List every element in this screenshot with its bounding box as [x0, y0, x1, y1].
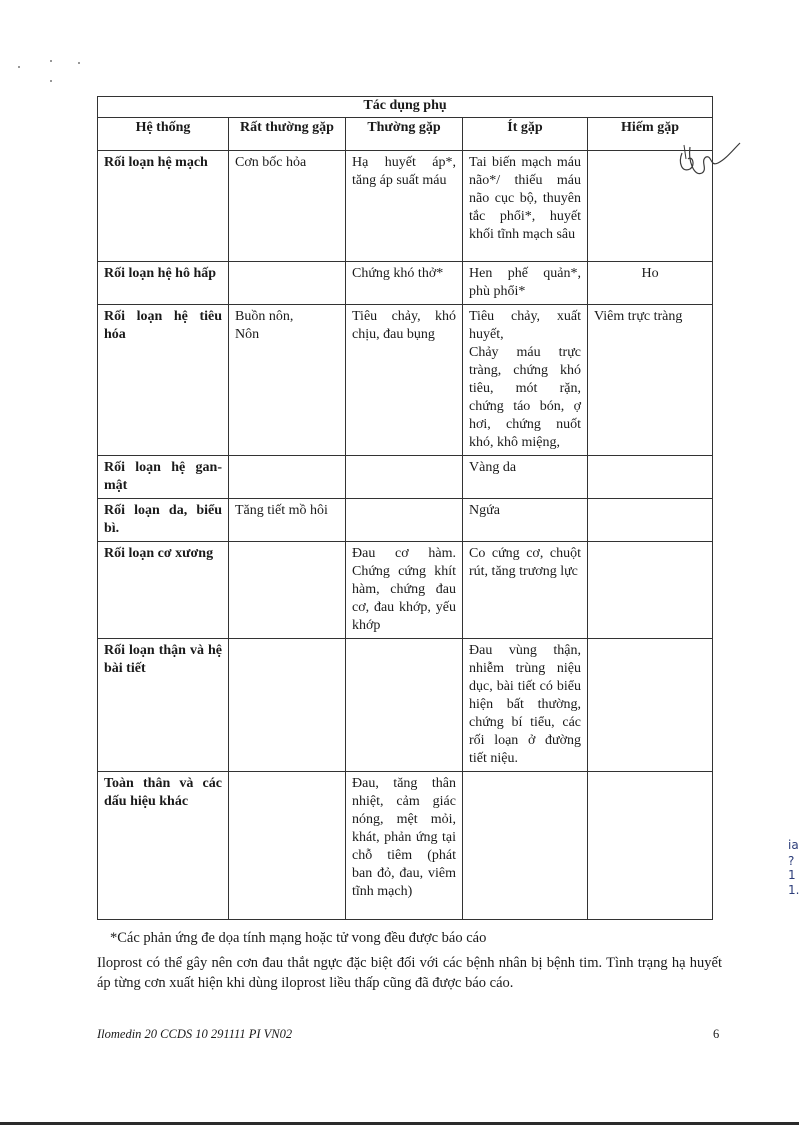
- cell-system: Rối loạn hệ tiêu hóa: [98, 305, 229, 456]
- table-row: [98, 639, 713, 772]
- cell-system: Rối loạn thận và hệ bài tiết: [98, 639, 229, 772]
- cell-rare: Ho: [588, 262, 713, 305]
- table-row: [98, 262, 713, 305]
- scan-speck: [18, 66, 20, 68]
- cell-uncommon: Ngứa: [463, 499, 588, 542]
- scan-bottom-edge: [0, 1122, 799, 1125]
- table-header-row: [98, 118, 713, 151]
- header-uncommon: Ít gặp: [463, 118, 588, 151]
- cell-uncommon: Tai biến mạch máu não*/ thiếu máu não cục bộ, thuyên tắc phổi*, huyết khối tĩnh mạch sâu: [463, 151, 588, 262]
- cell-common: Đau cơ hàm. Chứng cứng khít hàm, chứng đau cơ, đau khớp, yếu khớp: [346, 542, 463, 639]
- cell-common: Chứng khó thở*: [346, 262, 463, 305]
- handwritten-signature: [672, 133, 742, 183]
- cell-common: Đau, tăng thân nhiệt, cảm giác nóng, mệt mỏi, khát, phản ứng tại chỗ tiêm (phát ban đỏ, đau, viêm tĩnh mạch): [346, 772, 463, 920]
- footer-document-id: Ilomedin 20 CCDS 10 291111 PI VN02: [97, 1027, 293, 1041]
- table-row: [98, 772, 713, 920]
- cell-line: Buồn nôn,: [235, 309, 294, 324]
- cell-very-common: [229, 456, 346, 499]
- cell-very-common: [229, 305, 346, 456]
- cell-rare: [588, 639, 713, 772]
- cell-common: [346, 499, 463, 542]
- table-row: [98, 456, 713, 499]
- cell-rare: [588, 772, 713, 920]
- cell-very-common: Tăng tiết mồ hôi: [229, 499, 346, 542]
- cell-uncommon: Vàng da: [463, 456, 588, 499]
- table-row: [98, 151, 713, 262]
- cell-system: Rối loạn hệ mạch: [98, 151, 229, 262]
- cell-uncommon: Co cứng cơ, chuột rút, tăng trương lực: [463, 542, 588, 639]
- table-row: [98, 305, 713, 456]
- edge-mark: ?: [788, 854, 795, 868]
- header-system: Hệ thống: [98, 118, 229, 151]
- header-common: Thường gặp: [346, 118, 463, 151]
- cell-system: Toàn thân và các dấu hiệu khác: [98, 772, 229, 920]
- cell-uncommon: Hen phế quản*, phù phổi*: [463, 262, 588, 305]
- iloprost-note: Iloprost có thể gây nên cơn đau thắt ngực đặc biệt đối với các bệnh nhân bị bệnh tim. Tình trạng hạ huyết áp từng cơn xuất hiện khi dùng iloprost liều thấp cũng đã được báo cáo.: [97, 955, 722, 991]
- table-title: Tác dụng phụ: [98, 97, 713, 118]
- cell-line: Chảy máu trực tràng, chứng khó tiêu, mót rặn, chứng táo bón, ợ hơi, chứng nuốt khó, khô miệng,: [469, 345, 581, 450]
- cell-common: [346, 456, 463, 499]
- cell-rare: [588, 456, 713, 499]
- scan-speck: [50, 60, 52, 62]
- header-rare: Hiếm gặp: [588, 118, 713, 151]
- cell-uncommon: [463, 305, 588, 456]
- cell-common: Hạ huyết áp*, tăng áp suất máu: [346, 151, 463, 262]
- cell-system: Rối loạn hệ gan-mật: [98, 456, 229, 499]
- asterisk-note: *Các phản ứng đe dọa tính mạng hoặc tử vong đều được báo cáo: [110, 930, 487, 946]
- cell-common: Tiêu chảy, khó chịu, đau bụng: [346, 305, 463, 456]
- edge-mark: ia: [788, 838, 799, 852]
- cell-system: Rối loạn hệ hô hấp: [98, 262, 229, 305]
- edge-mark: 1: [788, 868, 796, 882]
- side-effects-table: [97, 96, 713, 920]
- cell-system: Rối loạn cơ xương: [98, 542, 229, 639]
- cell-system: Rối loạn da, biểu bì.: [98, 499, 229, 542]
- cell-very-common: [229, 542, 346, 639]
- header-very-common: Rất thường gặp: [229, 118, 346, 151]
- cell-uncommon: [463, 772, 588, 920]
- page-number: 6: [713, 1027, 720, 1041]
- cell-line: Nôn: [235, 327, 260, 342]
- cell-very-common: Cơn bốc hỏa: [229, 151, 346, 262]
- cell-very-common: [229, 262, 346, 305]
- table-title-row: [98, 97, 713, 118]
- cell-rare: [588, 542, 713, 639]
- scan-speck: [50, 80, 52, 82]
- scan-speck: [78, 62, 80, 64]
- edge-mark: 1.: [788, 883, 799, 897]
- cell-very-common: [229, 772, 346, 920]
- cell-rare: Viêm trực tràng: [588, 305, 713, 456]
- table-row: [98, 499, 713, 542]
- cell-uncommon: Đau vùng thận, nhiễm trùng niệu dục, bài tiết có biểu hiện bất thường, chứng bí tiểu, các rối loạn ở đường tiết niệu.: [463, 639, 588, 772]
- cell-very-common: [229, 639, 346, 772]
- cell-rare: [588, 499, 713, 542]
- table-row: [98, 542, 713, 639]
- cell-common: [346, 639, 463, 772]
- cell-line: Tiêu chảy, xuất huyết,: [469, 309, 581, 342]
